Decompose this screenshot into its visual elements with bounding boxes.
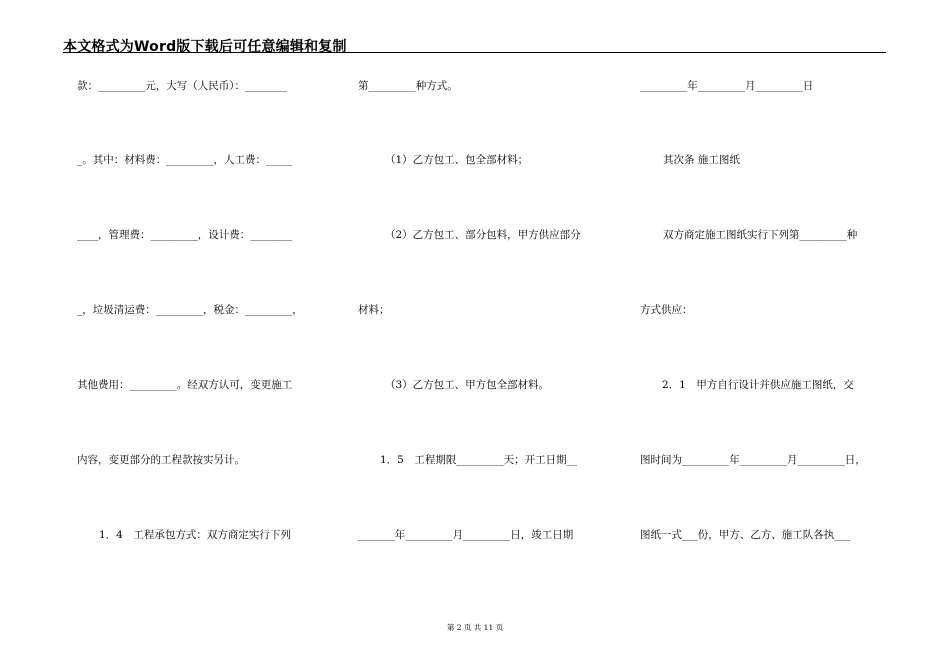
text-line: 2．1 甲方自行设计并供应施工图纸，交 bbox=[662, 379, 854, 391]
section-heading: 其次条 施工图纸 bbox=[663, 154, 740, 166]
text-line: 第_________种方式。 bbox=[358, 80, 458, 92]
text-line: 图纸一式___份，甲方、乙方、施工队各执___ bbox=[640, 529, 850, 541]
text-column-1 bbox=[77, 0, 327, 672]
text-line: 1．4 工程承包方式：双方商定实行下列 bbox=[99, 529, 291, 541]
text-line: 材料； bbox=[358, 304, 390, 316]
text-line: _。其中：材料费：_________，人工费：_____ bbox=[77, 154, 293, 166]
text-line: ____，管理费：_________，设计费：________ bbox=[77, 229, 293, 241]
text-line: 双方商定施工图纸实行下列第_________种 bbox=[663, 229, 858, 241]
text-line: （2）乙方包工、部分包料，甲方供应部分 bbox=[385, 229, 581, 241]
text-line: （1）乙方包工、包全部材料； bbox=[385, 154, 529, 166]
text-column-3 bbox=[640, 0, 890, 672]
document-header-title: 本文格式为Word版下载后可任意编辑和复制 bbox=[63, 39, 347, 55]
text-line: 1．5 工程期限_________天；开工日期__ bbox=[380, 454, 578, 466]
text-line: 其他费用：_________。经双方认可，变更施工 bbox=[77, 379, 293, 391]
page-indicator: 第 2 页 共 11 页 bbox=[446, 623, 504, 632]
text-line: _，垃圾清运费：_________，税金：_________， bbox=[77, 304, 303, 316]
text-line: _________年_________月_________日 bbox=[640, 80, 814, 92]
text-line: （3）乙方包工、甲方包全部材料。 bbox=[385, 379, 550, 391]
text-line: 内容，变更部分的工程款按实另计。 bbox=[77, 454, 245, 466]
text-column-2 bbox=[358, 0, 608, 672]
text-line: 方式供应： bbox=[640, 304, 693, 316]
text-line: _______年_________月_________日，竣工日期 bbox=[358, 529, 574, 541]
text-line: 款：_________元，大写（人民币）：________ bbox=[77, 80, 287, 92]
text-line: 图时间为_________年_________月_________日， bbox=[640, 454, 866, 466]
